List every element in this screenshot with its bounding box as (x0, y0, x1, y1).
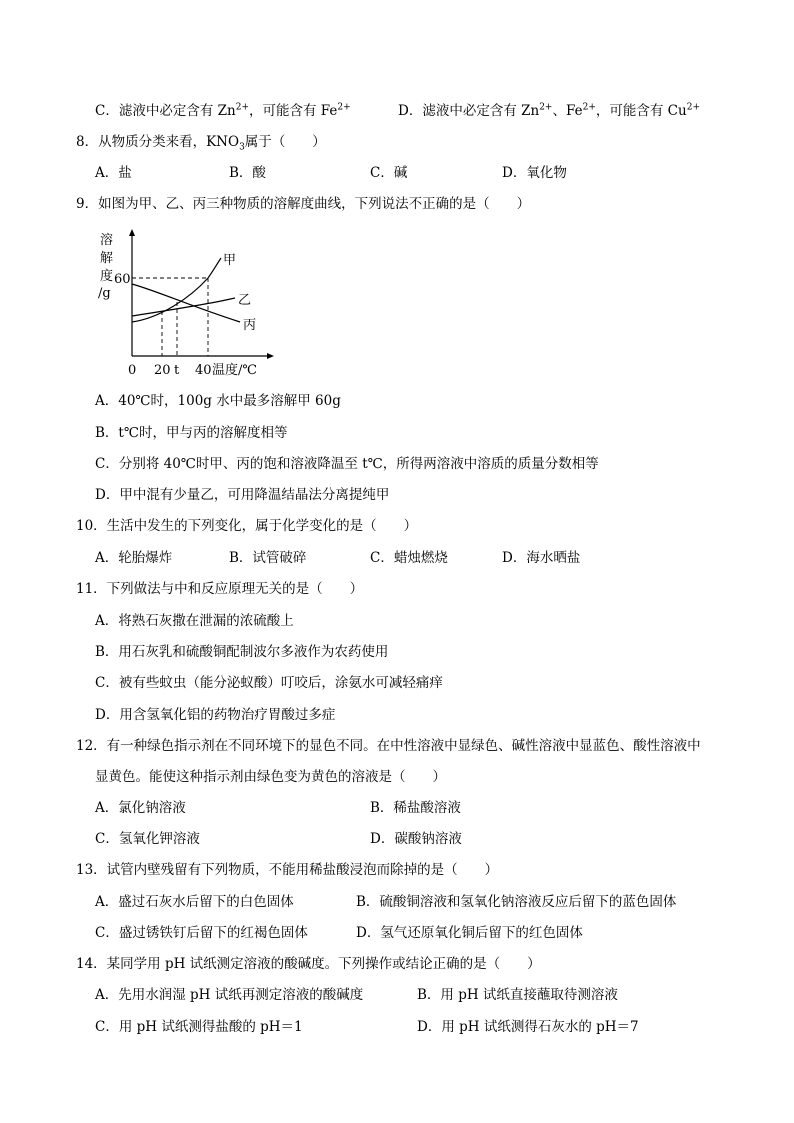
q12-stem-line1: 12．有一种绿色指示剂在不同环境下的显色不同。在中性溶液中显绿色、碱性溶液中显蓝色、酸性溶液中 (76, 738, 701, 754)
q13-option-d[interactable]: D．氢气还原氧化铜后留下的红色固体 (356, 925, 583, 941)
xtick-t: t (174, 363, 180, 378)
q8-stem-sub: 3 (239, 142, 245, 153)
q9-stem: 9．如图为甲、乙、丙三种物质的溶解度曲线，下列说法不正确的是（ ） (76, 196, 531, 212)
graph-x-arrow (267, 353, 274, 359)
q7-option-d-sup1: 2+ (539, 102, 553, 113)
q13-option-b[interactable]: B．硫酸铜溶液和氢氧化钠溶液反应后留下的蓝色固体 (356, 894, 677, 910)
q13-option-a[interactable]: A．盛过石灰水后留下的白色固体 (95, 894, 294, 910)
graph-y-arrow (129, 229, 135, 236)
q8-stem (76, 132, 326, 152)
q13-stem: 13．试管内壁残留有下列物质，不能用稀盐酸浸泡而除掉的是（ ） (76, 862, 499, 878)
q11-option-d[interactable]: D．用含氢氧化铝的药物治疗胃酸过多症 (95, 707, 336, 723)
q9-option-c[interactable]: C．分别将 40℃时甲、丙的饱和溶液降温至 t℃，所得两溶液中溶质的质量分数相等 (95, 456, 599, 472)
q14-option-d[interactable]: D．用 pH 试纸测得石灰水的 pH＝7 (417, 1019, 639, 1035)
curve-jia (132, 258, 221, 322)
q9-option-a[interactable]: A．40℃时，100g 水中最多溶解甲 60g (95, 393, 341, 409)
q11-option-b[interactable]: B．用石灰乳和硫酸铜配制波尔多液作为农药使用 (95, 644, 389, 660)
curve-yi (132, 298, 235, 316)
q10-option-a[interactable]: A．轮胎爆炸 (95, 550, 173, 566)
graph-ylabel-1: 溶 (100, 233, 114, 248)
q7-option-c-sup2: 2+ (337, 102, 351, 113)
graph-ylabel-4: /g (98, 286, 111, 301)
label-yi: 乙 (238, 293, 252, 308)
q10-option-c[interactable]: C．蜡烛燃烧 (370, 550, 448, 566)
q10-option-b[interactable]: B．试管破碎 (229, 550, 307, 566)
q8-option-a[interactable]: A．盐 (95, 165, 132, 181)
q8-stem-b: 属于（ ） (244, 134, 326, 150)
q10-stem: 10．生活中发生的下列变化，属于化学变化的是（ ） (76, 518, 418, 534)
q7-option-d-text2: 、Fe (552, 103, 583, 119)
q12-stem-line2: 显黄色。能使这种指示剂由绿色变为黄色的溶液是（ ） (95, 769, 446, 785)
xtick-20: 20 (154, 363, 171, 378)
q7-option-d-sup3: 2+ (686, 102, 700, 113)
q11-stem: 11．下列做法与中和反应原理无关的是（ ） (76, 581, 364, 597)
q12-option-c[interactable]: C．氢氧化钾溶液 (95, 831, 200, 847)
q7-option-c-sup1: 2+ (235, 102, 249, 113)
graph-xlabel: 温度/℃ (212, 363, 257, 378)
graph-ylabel-3: 度 (100, 269, 114, 284)
q7-option-c[interactable] (95, 101, 351, 121)
q11-option-c[interactable]: C．被有些蚊虫（能分泌蚁酸）叮咬后，涂氨水可减轻痛痒 (95, 675, 443, 691)
q8-option-b[interactable]: B．酸 (229, 165, 266, 181)
xtick-0: 0 (128, 363, 137, 378)
q7-option-c-label: C． (95, 103, 119, 119)
q13-option-c[interactable]: C．盛过锈铁钉后留下的红褐色固体 (95, 925, 308, 941)
q8-option-c[interactable]: C．碱 (370, 165, 408, 181)
q7-option-d-text1: 滤液中必定含有 Zn (422, 103, 540, 119)
q9-option-d[interactable]: D．甲中混有少量乙，可用降温结晶法分离提纯甲 (95, 487, 390, 503)
q14-option-b[interactable]: B．用 pH 试纸直接蘸取待测溶液 (417, 987, 618, 1003)
q7-option-c-text2: ，可能含有 Fe (249, 103, 338, 119)
q7-option-d[interactable] (398, 101, 700, 121)
q14-stem: 14．某同学用 pH 试纸测定溶液的酸碱度。下列操作或结论正确的是（ ） (76, 956, 541, 972)
label-bing: 丙 (243, 318, 257, 333)
q7-option-d-label: D． (398, 103, 423, 119)
q9-option-b[interactable]: B．t℃时，甲与丙的溶解度相等 (95, 425, 288, 441)
q8-stem-a: 8．从物质分类来看，KNO (76, 134, 240, 150)
graph-ylabel-2: 解 (100, 251, 114, 266)
q12-option-a[interactable]: A．氯化钠溶液 (95, 800, 186, 816)
curve-bing (132, 284, 240, 322)
q8-option-d[interactable]: D．氧化物 (502, 165, 567, 181)
label-jia: 甲 (223, 253, 237, 268)
q12-option-b[interactable]: B．稀盐酸溶液 (370, 800, 461, 816)
q7-option-d-sup2: 2+ (582, 102, 596, 113)
q10-option-d[interactable]: D．海水晒盐 (502, 550, 581, 566)
q7-option-c-text1: 滤液中必定含有 Zn (118, 103, 236, 119)
graph-y60: 60 (114, 272, 131, 287)
q14-option-a[interactable]: A．先用水润湿 pH 试纸再测定溶液的酸碱度 (95, 987, 364, 1003)
q14-option-c[interactable]: C．用 pH 试纸测得盐酸的 pH＝1 (95, 1019, 303, 1035)
solubility-graph (90, 226, 280, 386)
q7-option-d-text3: ，可能含有 Cu (595, 103, 687, 119)
xtick-40: 40 (195, 363, 212, 378)
q12-option-d[interactable]: D．碳酸钠溶液 (370, 831, 462, 847)
q11-option-a[interactable]: A．将熟石灰撒在泄漏的浓硫酸上 (95, 613, 294, 629)
